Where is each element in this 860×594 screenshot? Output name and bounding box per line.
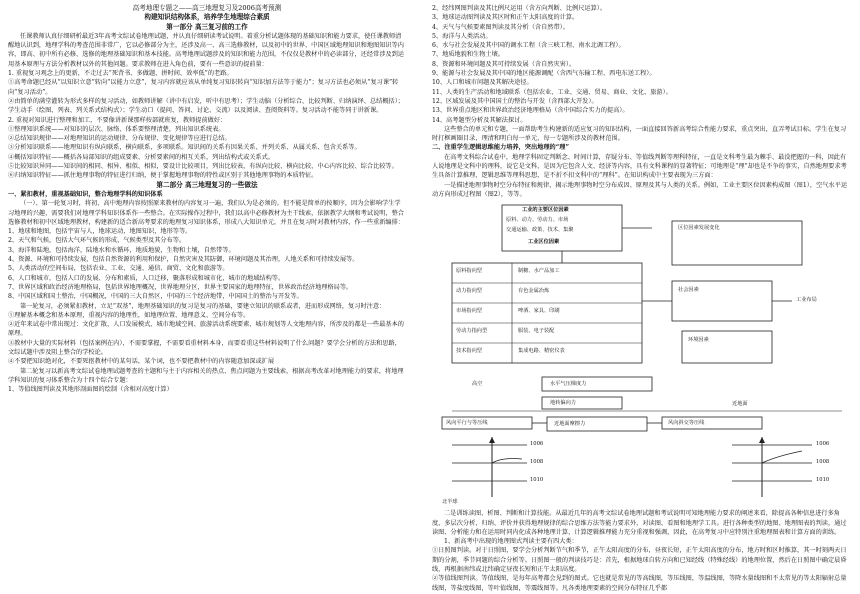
paragraph: ②总结知识规律——对地理知识的运动规律、分布规律、变化规律等应进行总结。	[8, 135, 231, 143]
flow-label: 地转偏向力	[550, 400, 576, 407]
part2-heading: 第二部分 高三地理复习的一些做法	[156, 180, 258, 189]
paragraph: 一是描述地理事物时空分布特征和规律，揭示地理事物时空分布成因、原理及其与人类的关系。例如，工业主要区位因素构成图（图1），空气水平运动方向形成过程图（图2），等等。	[432, 181, 848, 198]
paragraph: 第一轮复习，必须紧扣教材，立足“双基”，地理基础知识的复习是复习的基础，要建立知识的联系或者，进而形成网络，复习时注意：	[20, 302, 386, 310]
paragraph: 这些整合的单元和专题，一面帮助考生构建新的适应复习的知识结构，一面直接回答新高考综合性能力要求，重点突出，直弄考试目标。学生在复习时打框画圈目录，理清和明白每一单元、每一专题所涉及的教材范围。	[432, 125, 847, 143]
list-item: 3、地球运动图判读及其区时和正午太阳高度的计算。	[432, 14, 579, 22]
list-item: 13、世界重点地区和世界政治经济地理格局（含中国综合实力的提高）。	[432, 107, 629, 115]
list-item: 3、海洋和陆地，包括海洋，陆地水和水循环，地质地貌，生物和土壤，自然带等。	[8, 246, 235, 254]
list-item: 4、资源、环境和可持续发展，包括自然资源的利用和保护，自然灾害及其防御，环境问题及其治理，人地关系和可持续发展等。	[8, 256, 359, 264]
list-item: 5、人类活动的空间布局，包括农业、工业、交通、通信、商贸、文化和旅游等。	[8, 265, 229, 273]
list-item: 2、天气和气候，包括大气环气候的形成，气候类型及其分布等。	[8, 237, 186, 245]
paragraph: ⑤比较知识异同——知识间的相同、相异、相似、相似，要设计比较项目，列出比较表，有纵向比较、横向比较、中心内容比较、综合比较等。	[8, 163, 398, 171]
flow-title: 风向平行与等压线	[446, 420, 488, 427]
list-item: 10、人口和城市问题及其解决途径。	[432, 79, 533, 87]
table-cell: 动力指向型	[456, 288, 482, 295]
table-cell: 啤酒、家具、印刷	[518, 308, 560, 315]
list-item: ①理解基本概念和基本原理，重视内容的地理性，如地理位置、地理意义、空间分布等。	[8, 311, 250, 319]
left-column	[8, 4, 406, 394]
paragraph: 任课教师认真仔细研析最近3年高考文综试卷地理试题，并认真仔细研读考试说明。着重分析试题体现的基础知识和能力要求，使任课教师清醒地认识到，地理学科的考查范围非常广，它以必修部分为主，还涉及高一、高三选修教材，以及初中的世界、中国区域地理知识和地图知识等内容，即高、初中所有必修、选修的地理基础知识和基本技能。高考地理试题涉及的知识和能力范围，不仅仅是教材中的必读部分，还经常涉及到运用基本原理与方法分析教材以外的其他问题。要求教师在进入角色前，要有一些意识的提前量：	[8, 32, 404, 68]
paragraph: ②由简单的满堂灌转为形式多样的复习活动，如教师讲解（讲中有启发，听中有思考）；学生动脑（分析综合、比较判断、归纳演绎、总结概括）；学生动手（绘图、列表、列关系式结构式）；学生动口（提问、答问、讨论、交流）以及阅读、查阅资料等。复习活动不能等同于讲新课。	[8, 97, 404, 115]
list-item: 11、人类的生产活动和地域联系（包括农业、工业、交通、贸易、商业、文化、旅游）。	[432, 88, 672, 96]
isobar-label: 1010	[530, 477, 544, 484]
figure-hk-label: 近地面	[732, 401, 748, 408]
section2-heading: 二、注重学生逻辑思维能力培养，突出地理的“理”	[432, 144, 570, 152]
doc-title: 高考地理专题之——高三地理复习及2006高考预测	[132, 4, 282, 12]
paragraph: 二是训练读图、析图、判断和计算技能。从最近几年的高考文综试卷地理试题和考试说明可知地理能力要求的阐述来看，除提高各种信息进行多角度、多层次分析、归纳、评价并获得地理规律的综合思维方法等能力要求外，对读图、看图和地理学工具。进行各种类型的地图、地理图表的判读，通过读图、分析能力和在运用时同内化成各种地理计算，计算逻辑推理能力充分重视和强调，因此，在高考复习中应特别注重地理图表和计算方面的训练。	[432, 510, 847, 536]
paragraph: 1. 重视复习观念上的更新，不走过去“死背书、多做题、拼时间、效率低”的老路。	[8, 70, 233, 78]
paragraph: ⑥归纳知识特征——抓住地理事物的特征进行归纳，便于掌握地理事物的特性或区别于其他地理事物的本质特征。	[8, 172, 318, 180]
figure-side-label: 社会因素	[678, 287, 699, 294]
paragraph: ①日照图判读。对于日照图，要学会分析判断节气和季节，正午太阳高度的分布，昼夜长短，正午太阳高度的分布，地方时和区时推算，其一时刻两天日期的分割，季节问题的综合分析等。日照图一般的判读技巧是：首先，根据地球自转方向和已知经线（特殊经线）的地理位置，然后在日照图中确定晨昏线，再根据南纬或北纬确定昼夜长短和正午太阳高度。	[432, 547, 847, 574]
figure-hk-label: 高空	[472, 381, 483, 388]
table-cell: 劳动力指向型	[456, 328, 488, 335]
figure-side-label: 环境因素	[688, 337, 709, 344]
table-cell: 技术指向型	[456, 348, 482, 355]
isobar-label: 1010	[816, 477, 830, 484]
flow-label: 水平气压梯度力	[550, 381, 587, 388]
list-item: 4、天气与气候要素图判读及其分析（含自然带）。	[432, 23, 569, 31]
paragraph: ①整理知识系统——对知识的层次、脉络、体系要整理清楚，列出知识系统表。	[8, 125, 225, 133]
figure-top-label: 工业区位因素	[528, 239, 560, 246]
isobar-label: 1008	[816, 459, 830, 466]
paragraph: 1、新高考中出现的地理图式判读主要有四大类：	[444, 538, 578, 546]
list-item: 7、地质地貌和生物土壤。	[432, 51, 504, 59]
list-item: 5、海洋与人类活动。	[432, 32, 492, 40]
isobar-label: 1006	[530, 441, 544, 448]
right-column	[432, 4, 852, 593]
list-item: 12、区域发展及其中国国土的整治与开发（含西部大开发）。	[432, 97, 598, 105]
doc-subtitle: 构建知识结构体系，培养学生地理综合素质	[144, 13, 270, 22]
table-cell: 有色金属冶炼	[518, 288, 550, 295]
list-item: ②近年来试卷中常出现过：文化扩散、人口发展模式、城市地域空间、旅游活动系统要素、城市规划等人文地理内容，所涉及的都是一些最基本的原理。	[8, 321, 404, 338]
figure-svg	[432, 201, 852, 507]
table-cell: 服装、电子装配	[518, 328, 555, 335]
isobar-label: 1008	[530, 459, 544, 466]
isobar-panel-left	[452, 437, 527, 497]
paragraph: ③分析知识联系——地理知识有纵向联系，横向联系，多项联系。知识间的关系有因果关系、并列关系、从属关系、包含关系等。	[8, 144, 361, 152]
figure-diagram	[432, 201, 852, 507]
list-item: ④不要把知识绝对化，不要死抠教材中的某句话，某个词，也不要把教材中的内容随意加深或扩展	[8, 358, 275, 366]
list-item: ③教材中大量的实际材料（包括案例在内），不需要掌握，不需要看重材料本身，而要看重这些材料说明了什么问题？要学会分析的方法和思路，文综试题中涉及阻上整合的学校论。	[8, 339, 401, 356]
table-cell: 集成电路、精密仪表	[518, 348, 565, 355]
isobar-label: 1006	[816, 441, 830, 448]
list-item: 6、水与社会发展及其中国的调水工程（含三峡工程、南水北调工程）。	[432, 42, 625, 50]
paragraph: ④概括知识特征——概括各局部知识的组成要素、分析要素间的相互关系，列出结构式或关系式。	[8, 153, 275, 161]
list-item: 2、经纬网图判读及其比例尺运用（含方向判断、比例尺运算）。	[432, 5, 607, 12]
figure-top-label: 区位因素发展变化	[678, 225, 720, 232]
table-cell: 原料指向型	[456, 268, 482, 275]
list-item: 1、地球和地图，包括宇宙与人，地球运动，地图知识，地形等等。	[8, 228, 192, 236]
flow-label: 近地面摩擦力	[554, 421, 586, 428]
paragraph: 2. 重视对知识进行整理和加工，不要像讲新课那样按部就班复，教师提前做好：	[8, 116, 227, 124]
list-item: 1、等值线图判读及其地形剖面图的绘制（含相对高度计算）	[8, 386, 173, 394]
figure-top-label: 原料、动力、劳动力、市场	[506, 217, 569, 224]
isobar-panel-right	[732, 437, 812, 497]
list-item: 8、中国区域和国土整治，中国概况，中国的三大自然区，中国的三个经济地带，中国国土的整治与开发等。	[8, 293, 303, 301]
table-cell: 市场指向型	[456, 308, 482, 315]
figure-side-label: 工业布局	[796, 297, 817, 304]
paragraph: 在高考文科综合试卷中，地理学科固定判断念、时间计算，存疑分布、等值线判断等理科特征，一直是文科考生最为棘手、最没把握的一科，因此有人说地理是文科中的理科，说它是文科，是因为它包含人文、经济等内容，具有文科课程的显著特征；可地理是“理”却也是不争的事实，自然地理要求考生具备计算推理、逻辑思维等理科思想，是不折不扣文科中的“理科”。在知识构成中主要表现为三方面：	[432, 153, 847, 180]
part1-heading: 第一部分 高三复习前的工作	[166, 22, 248, 31]
table-cell: 制糖、水产品加工	[518, 268, 560, 275]
list-item: 9、能源与社会发展及其中国的地区能源调配（含西气东输工程、西电东送工程）。	[432, 70, 656, 78]
paragraph: ②等值线图判读。等值线图，是每年高考都会见到的图式。它也就是常见的等高线图，等压线图，等温线图，等降水量线图和不太常见的等太阳辐射总量线图，等盐度线图，等叶值线图，等震线图等。凡各类地理要素的空间分布特征几乎都	[432, 575, 847, 592]
list-item: 7、世界区域和政治经济地理格局，包括世界地理概况，世界地理分区，世界主要国家的地理特征，世界政治经济地理格局等。	[8, 283, 353, 291]
list-item: 14、高考题型分析及其解法探讨。	[432, 116, 527, 124]
paragraph: 第二轮复习以新高考文综试卷地理试题考查的主题和与主于内容相关的热点、焦点问题为主要线索，根据高考改革对地理能力的要求，将地理学科知识的复习体系整合为十四个综合专题：	[8, 367, 404, 384]
paragraph: （一）、第一轮复习时，将初、高中地理内容按照原来教材的内容复习一遍，我们认为是必须的。但不能是简单的按顺序，因为会影响学生学习地理的兴趣，需要我们对地理学科知识体系作一些整合。在实际操作过程中，我们以高中必修教材为主干线索，依据教学大纲和考试说明，整合选修教材和初中区域地理教材，构建新的适合新高考要求的地理复习知识体系，形成八大知识单元，并且在复习时对教材内容，作一些重新编排：	[8, 200, 404, 226]
section1-heading: 一、紧扣教材，重视基础知识，整合地理学科的知识体系	[8, 190, 163, 198]
flow-title: 风向斜交等压线	[668, 420, 705, 427]
figure-top-title: 工业的主要区位因素	[522, 207, 569, 214]
figure-top-label: 交通运输、政策、技术、集聚	[506, 227, 574, 234]
list-item: 8、资源和环境问题及其可持续发展（含自然灾害）。	[432, 60, 576, 68]
figure-hk-label: 北半球	[442, 499, 458, 506]
paragraph: ①高考命题已经从“以知识立意”转向“以能力立意”，复习内容就应该从单纯复习知识转向“知识加方法等于能力”；复习方法也必须从“复习课”转向“复习活动”。	[8, 79, 399, 96]
list-item: 6、人口和城市，包括人口的发展、分布和素质，人口迁移，聚落形成和城市化，城市的地域结构等。	[8, 274, 285, 282]
